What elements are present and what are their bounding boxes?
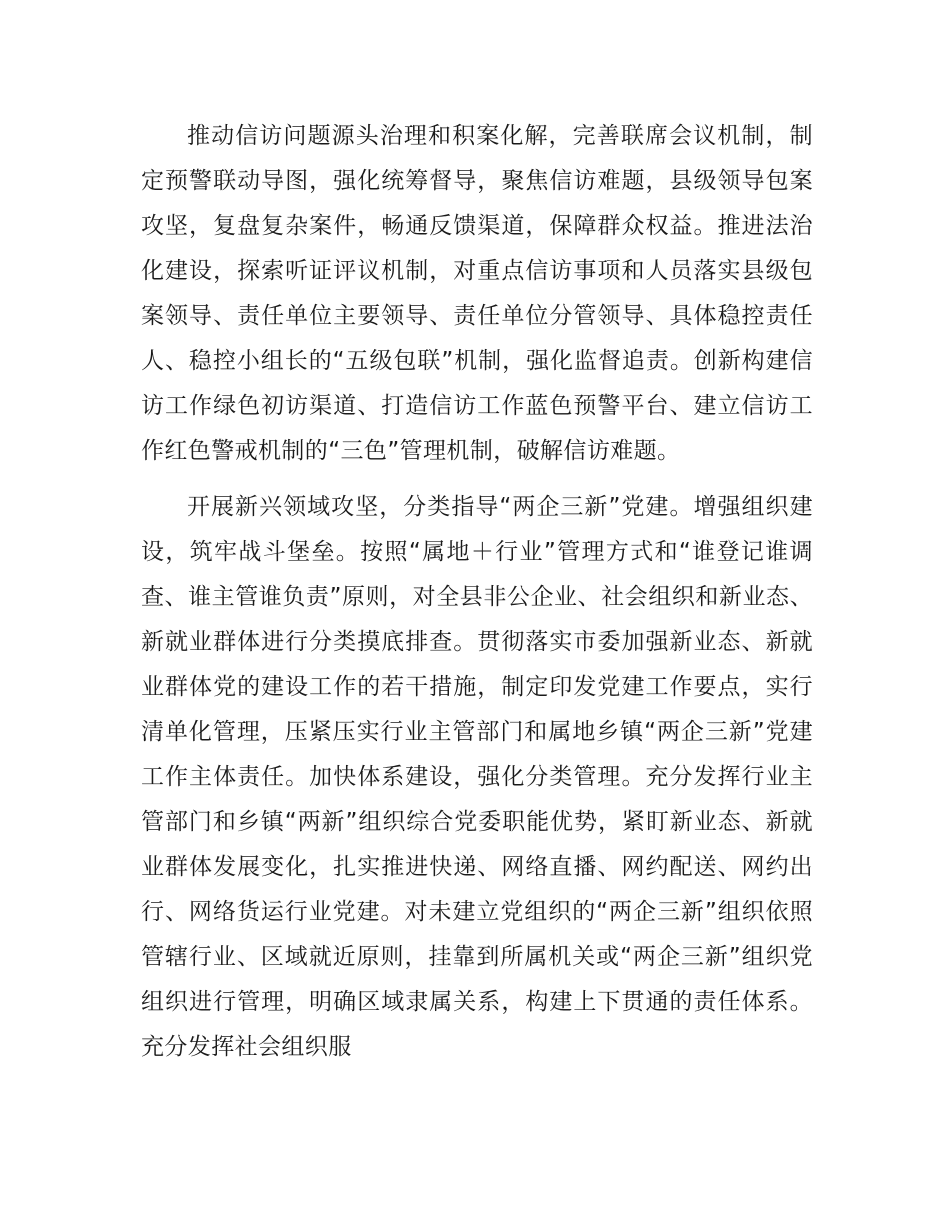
document-body xyxy=(141,114,813,1070)
paragraph-petition-governance: 推动信访问题源头治理和积案化解，完善联席会议机制，制定预警联动导图，强化统筹督导，聚焦信访难题，县级领导包案攻坚，复盘复杂案件，畅通反馈渠道，保障群众权益。推进法治化建设，探索听证评议机制，对重点信访事项和人员落实县级包案领导、责任单位主要领导、责任单位分管领导、具体稳控责任人、稳控小组长的“五级包联”机制，强化监督追责。创新构建信访工作绿色初访渠道、打造信访工作蓝色预警平台、建立信访工作红色警戒机制的“三色”管理机制，破解信访难题。 xyxy=(141,123,813,464)
paragraph-new-sector-party-building: 开展新兴领域攻坚，分类指导“两企三新”党建。增强组织建设，筑牢战斗堡垒。按照“属地＋行业”管理方式和“谁登记谁调查、谁主管谁负责”原则，对全县非公企业、社会组织和新业态、新就业群体进行分类摸底排查。贯彻落实市委加强新业态、新就业群体党的建设工作的若干措施，制定印发党建工作要点，实行清单化管理，压紧压实行业主管部门和属地乡镇“两企三新”党建工作主体责任。加快体系建设，强化分类管理。充分发挥行业主管部门和乡镇“两新”组织综合党委职能优势，紧盯新业态、新就业群体发展变化，扎实推进快递、网络直播、网约配送、网约出行、网络货运行业党建。对未建立党组织的“两企三新”组织依照管辖行业、区域就近原则，挂靠到所属机关或“两企三新”组织党组织进行管理，明确区域隶属关系，构建上下贯通的责任体系。充分发挥社会组织服 xyxy=(141,494,813,1060)
